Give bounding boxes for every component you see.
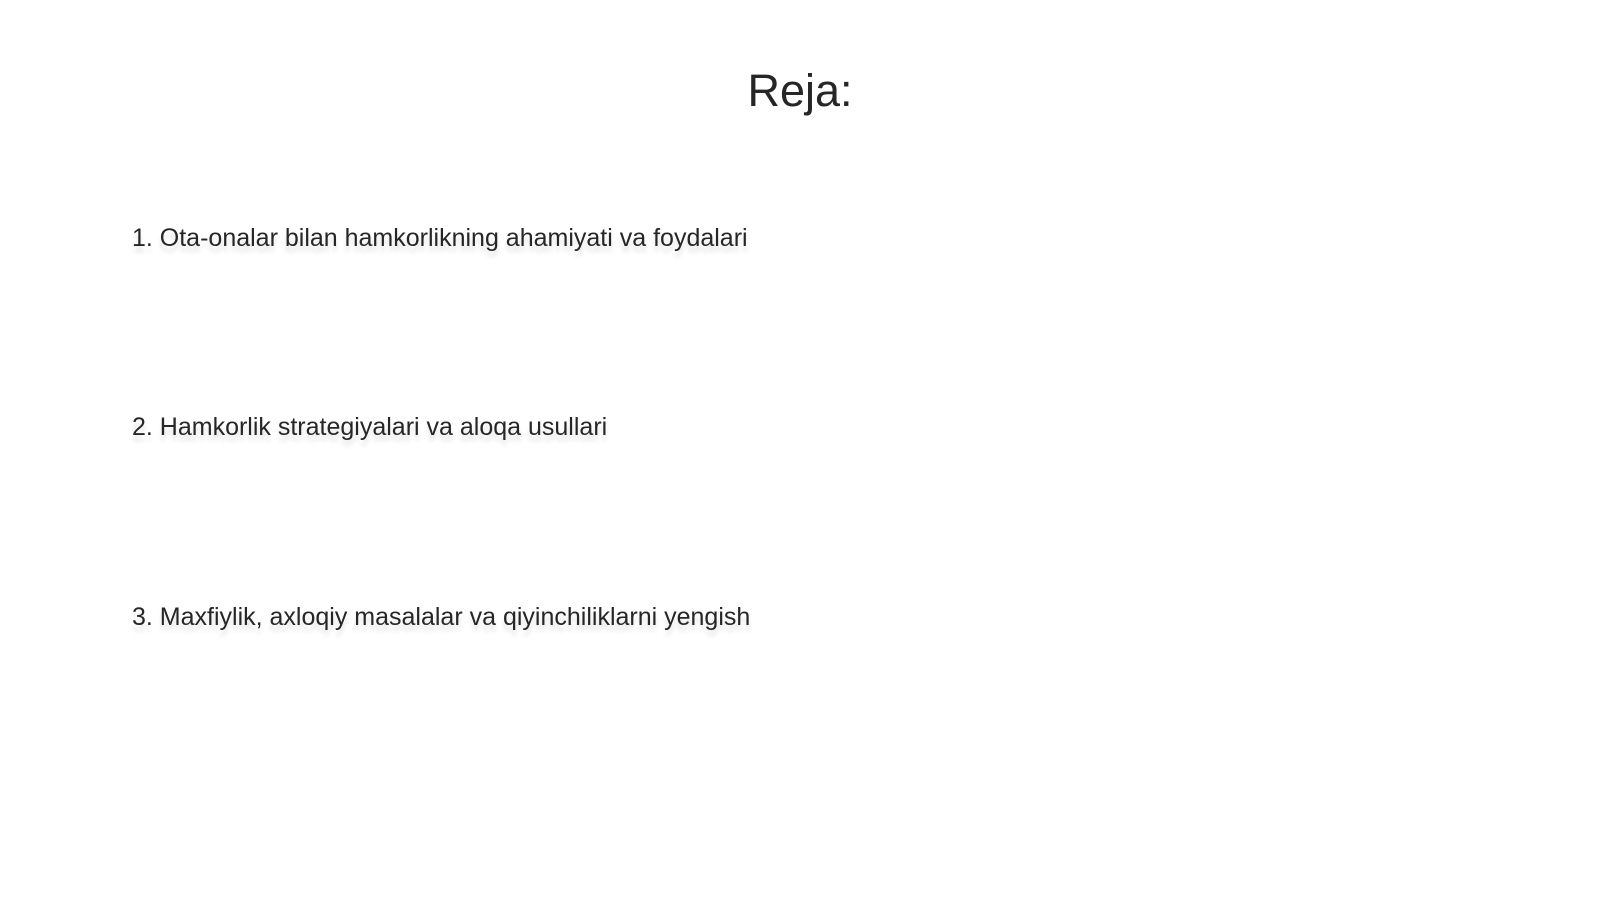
plan-item-3: 3. Maxfiylik, axloqiy masalalar va qiyinchiliklarni yengish: [132, 603, 751, 631]
slide-title: Reja:: [747, 65, 853, 116]
plan-item-1: 1. Ota-onalar bilan hamkorlikning ahamiyati va foydalari: [132, 224, 748, 252]
plan-item-2: 2. Hamkorlik strategiyalari va aloqa usullari: [132, 413, 608, 441]
